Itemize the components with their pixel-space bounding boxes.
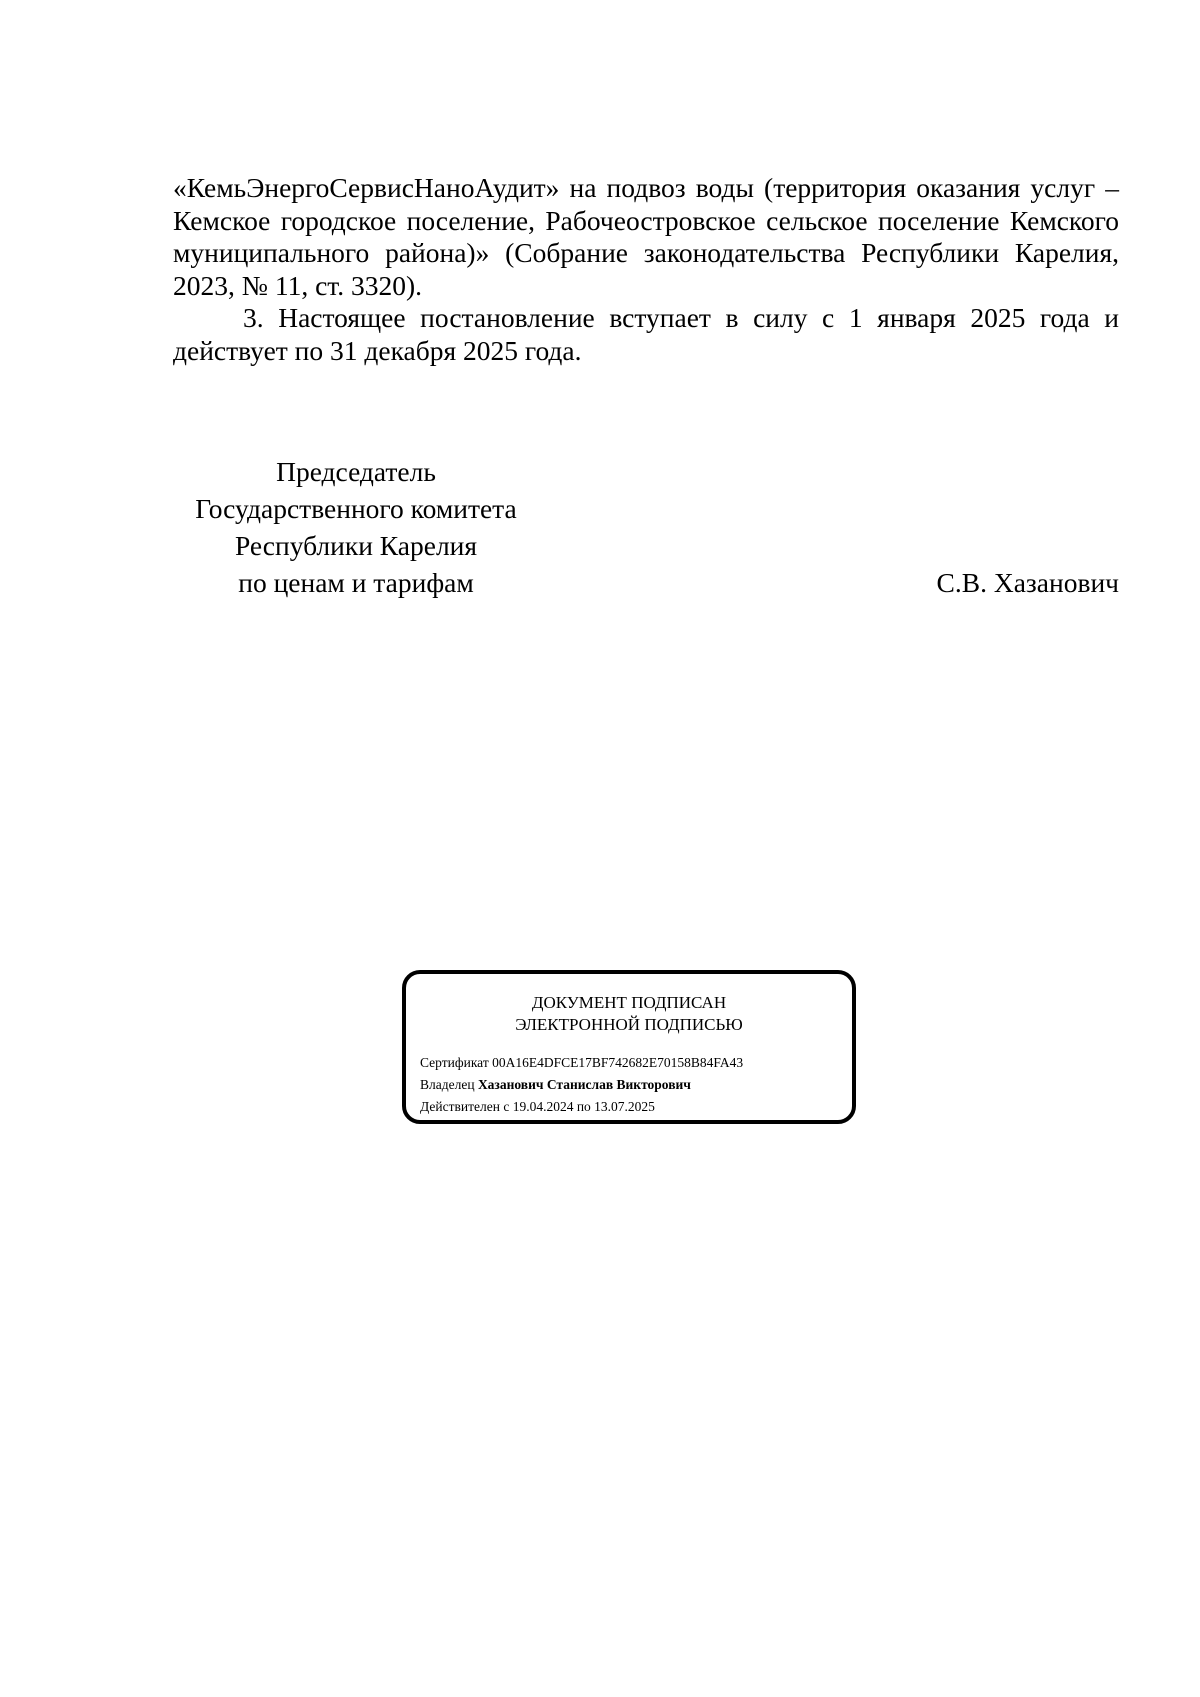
stamp-valid-from-prefix: с xyxy=(503,1099,510,1114)
paragraph-3: 3. Настоящее постановление вступает в силу с 1 января 2025 года и действует по 31 декабря 2025 года. xyxy=(173,302,1119,366)
stamp-title-line: ДОКУМЕНТ ПОДПИСАН xyxy=(531,993,727,1012)
stamp-valid-label: Действителен xyxy=(420,1099,500,1114)
stamp-owner-label: Владелец xyxy=(420,1077,475,1092)
signer-position-line: Председатель xyxy=(276,456,436,487)
stamp-certificate-row xyxy=(420,1052,743,1074)
stamp-valid-from: 19.04.2024 xyxy=(512,1099,574,1114)
stamp-validity-row xyxy=(420,1096,743,1118)
stamp-certificate-value: 00A16E4DFCE17BF742682E70158B84FA43 xyxy=(492,1055,744,1070)
stamp-title xyxy=(406,992,852,1036)
electronic-signature-stamp xyxy=(402,970,856,1124)
stamp-owner-value: Хазанович Станислав Викторович xyxy=(477,1077,691,1092)
signer-position-line: Государственного комитета xyxy=(195,493,517,524)
signer-position-line: Республики Карелия xyxy=(234,530,478,561)
body-text xyxy=(173,172,1119,367)
paragraph-continuation: «КемьЭнергоСервисНаноАудит» на подвоз воды (территория оказания услуг – Кемское городское поселение, Рабочеостровское сельское поселение Кемского муниципального района)» (Собрание законодательства Республики Карелия, 2023, № 11, ст. 3320). xyxy=(173,172,1119,301)
signer-position-line: по ценам и тарифам xyxy=(238,567,474,598)
stamp-valid-to-prefix: по xyxy=(576,1099,591,1114)
stamp-owner-row xyxy=(420,1074,743,1096)
stamp-title-line: ЭЛЕКТРОННОЙ ПОДПИСЬЮ xyxy=(515,1015,743,1034)
signer-position xyxy=(173,453,539,601)
stamp-certificate-label: Сертификат xyxy=(420,1055,489,1070)
signer-name: С.В. Хазанович xyxy=(936,567,1119,598)
stamp-details xyxy=(420,1052,743,1118)
stamp-valid-to: 13.07.2025 xyxy=(594,1099,655,1114)
